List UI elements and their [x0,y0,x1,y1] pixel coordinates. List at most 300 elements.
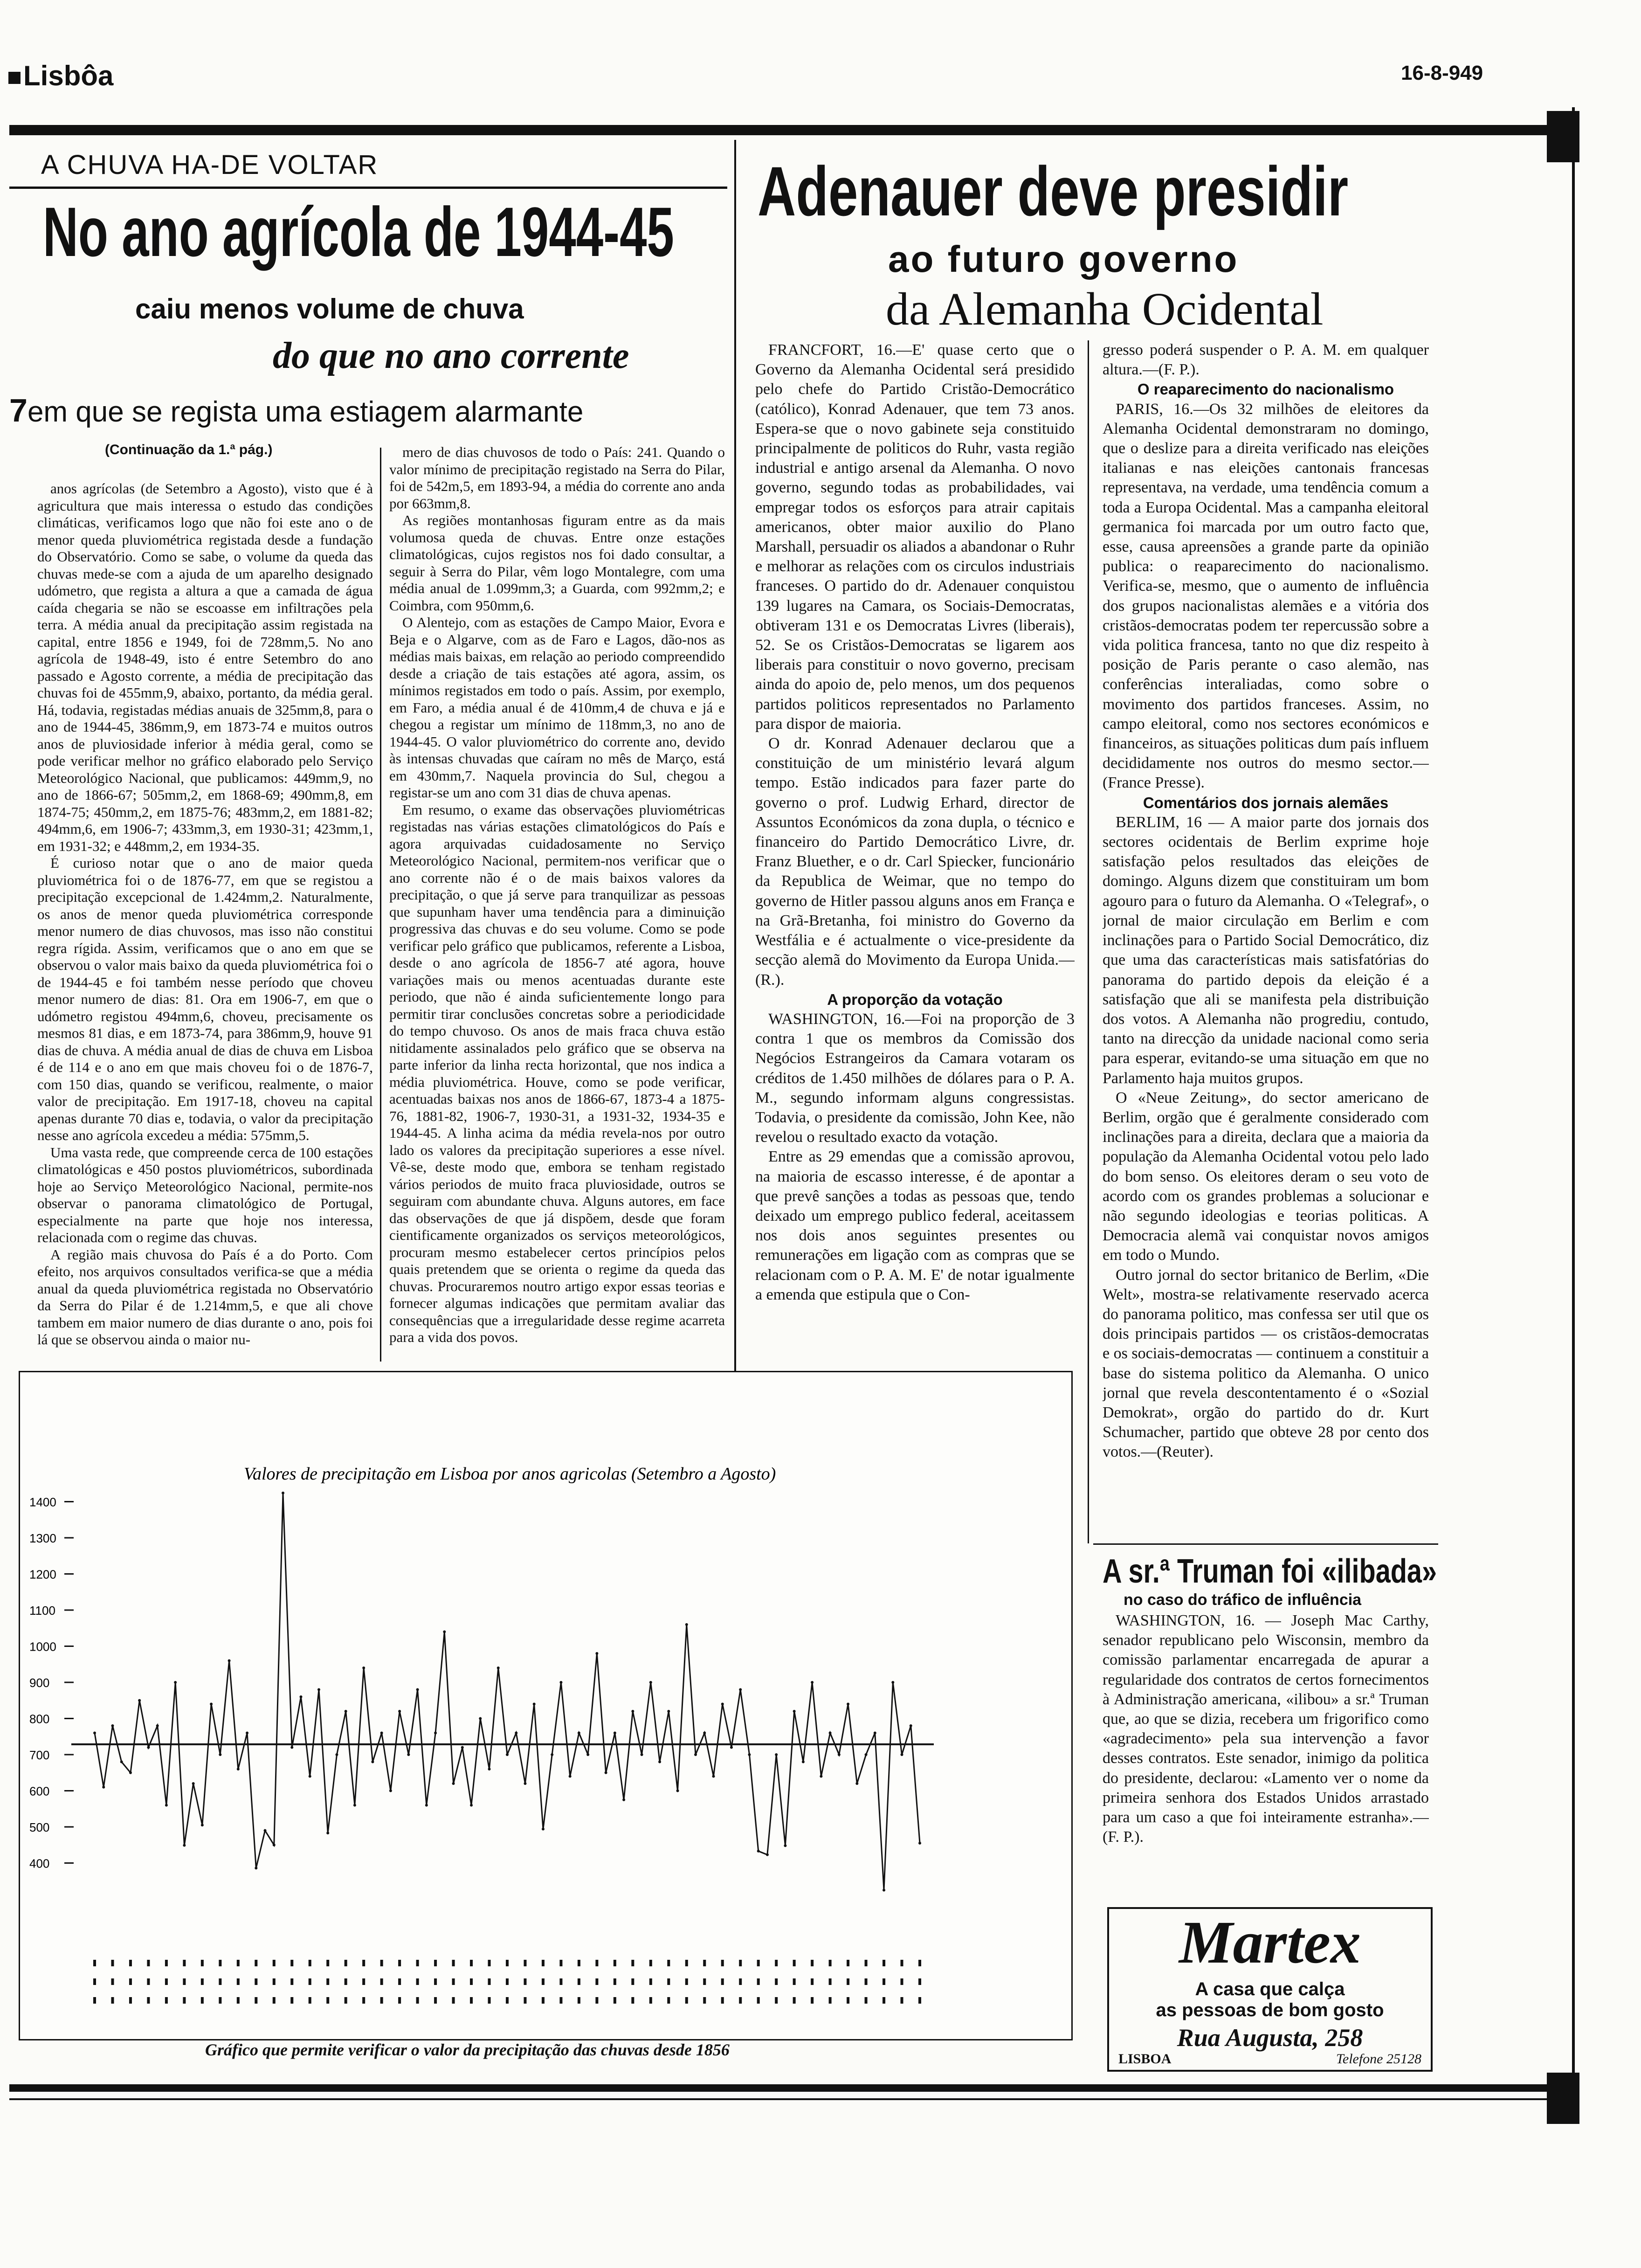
data-point [712,1775,715,1778]
bottom-rule [9,2084,1557,2092]
x-tick-mark [129,1978,132,1985]
x-tick-mark [595,1997,598,2004]
data-point [676,1790,679,1792]
data-point [802,1761,805,1763]
x-tick-mark [434,1997,437,2004]
x-tick-mark [237,1997,240,2004]
bullet-icon [8,72,21,84]
data-point [147,1746,150,1749]
data-point [766,1853,769,1856]
x-tick-mark [398,1960,401,1966]
left-col1-para: anos agrícolas (de Setembro a Agosto), visto que é à agricultura que mais interessa o estudo das condições climáticas, verificamos logo que não foi este ano o de menor queda pluviométrica registada desde a fundação do Observatório. Como se sabe, o volume da queda das chuvas mede-se com a ajuda de um aparelho designado udómetro, que regista a altura a que a camada de água caída chegaria se não se escoasse em infiltrações pela terra. A média anual da precipitação assim registada na capital, entre 1856 e 1949, foi de 728mm,5. No ano agrícola de 1948-49, isto é entre Setembro do ano passado e Agosto corrente, a média de precipitação das chuvas foi de 455mm,9, abaixo, portanto, da média geral. Há, todavia, registadas médias anuais de 325mm,8, para o ano de 1944-45, 386mm,9, em 1873-74 e muitos outros anos de pluviosidade inferior à média geral, como se pode verificar melhor no gráfico elaborado pelo Serviço Meteorológico Nacional, que publicamos: 449mm,9, no ano de 1866-67; 505mm,2, em 1868-69; 490mm,8, em 1874-75; 450mm,2, em 1875-76; 483mm,2, em 1881-82; 494mm,6, em 1906-7; 433mm,3, em 1930-31; 423mm,1, em 1931-32; e 448mm,2, em 1934-35. [37,480,373,854]
y-tick-label: 700 [29,1748,50,1762]
x-tick-mark [524,1997,526,2004]
section-title: Lisbôa [23,60,114,91]
data-point [757,1850,760,1853]
masthead-section [8,60,113,92]
y-tick-label: 1300 [29,1531,56,1545]
x-tick-mark [345,1978,347,1985]
x-tick-mark [847,1978,849,1985]
x-tick-mark [614,1960,616,1966]
x-tick-mark [147,1960,150,1966]
x-tick-mark [470,1960,473,1966]
x-tick-mark [93,1997,96,2004]
left-col1-para: A região mais chuvosa do País é a do Porto. Com efeito, nos arquivos consultados verifica-se que a média anual da queda pluviométrica registada no Observatório da Serra do Pilar é de 1.214mm,5, e que ali chove tambem em maior numero de dias durante o ano, pois foi lá que se observou ainda o maior nu- [37,1246,373,1348]
data-point [120,1761,123,1763]
data-point [694,1753,697,1756]
x-tick-mark [829,1997,832,2004]
data-point [649,1681,652,1684]
x-tick-mark [488,1978,491,1985]
data-point [506,1753,509,1756]
x-tick-mark [452,1978,455,1985]
data-point [452,1782,455,1785]
masthead-date: 16-8-949 [1401,62,1483,84]
right-rule [1572,107,1575,2112]
x-tick-mark [757,1960,760,1966]
data-point [847,1703,849,1706]
x-tick-mark [901,1960,903,1966]
x-tick-mark [883,1978,885,1985]
x-tick-mark [883,1960,885,1966]
data-point [820,1775,822,1778]
truman-deck: no caso do tráfico de influência [1124,1591,1362,1609]
data-point [829,1732,832,1735]
x-tick-mark [147,1997,150,2004]
right-col-1 [755,340,1075,1357]
data-point [371,1761,374,1763]
corner-block-top [1547,111,1579,162]
left-col1-para: Uma vasta rede, que compreende cerca de 100 estações climatológicas e 450 postos pluviométricos, subordinada hoje ao Serviço Meteorológico Nacional, permite-nos observar o panorama climatológico de Portugal, especialmente na parte que hoje nos interessa, relacionada com o regime das chuvas. [37,1144,373,1245]
x-tick-mark [578,1978,580,1985]
data-point [416,1688,419,1691]
data-point [219,1753,221,1756]
ad-brand: Martex [1179,1909,1361,1976]
x-tick-mark [111,1960,114,1966]
x-tick-mark [865,1978,868,1985]
x-tick-mark [488,1997,491,2004]
data-point [901,1753,903,1756]
x-tick-mark [614,1997,616,2004]
ad-tagline-1: A casa que calça [1195,1979,1345,1999]
x-tick-mark [255,1978,257,1985]
subhead-nacionalismo: O reaparecimento do nacionalismo [1137,380,1394,398]
x-tick-mark [559,1978,562,1985]
x-tick-mark [183,1978,186,1985]
data-point [775,1753,778,1756]
x-tick-mark [847,1997,849,2004]
x-tick-mark [578,1997,580,2004]
right-headline: Adenauer deve presidir [758,152,1349,230]
right-col1-para: O dr. Konrad Adenauer declarou que a constituição de um ministério levará algum tempo. Estão indicados para fazer parte do governo o prof. Ludwig Erhard, director de Assuntos Económicos da zona dupla, o técnico e financeiro do Partido Democrático Livre, dr. Franz Bluether, e o dr. Carl Spiecker, funcionário da Republica de Weimar, que no tempo do governo de Hitler passou alguns anos em França e na Grã-Bretanha, foi ministro do Governo da Westfália e é actualmente o vice-presidente da secção alemã do Movimento da Europa Unida.—(R.). [755,735,1075,989]
data-point [838,1753,841,1756]
data-point [443,1631,446,1633]
data-point [559,1681,562,1684]
graph-svg [20,1372,1071,2039]
data-point [793,1710,796,1713]
data-point [488,1768,491,1770]
x-tick-mark [559,1960,562,1966]
data-point [201,1824,204,1826]
data-point [614,1732,616,1735]
left-kicker: A CHUVA HA-DE VOLTAR [41,150,379,180]
main-col-divider [734,140,736,1371]
x-tick-mark [739,1978,742,1985]
x-tick-mark [309,1978,311,1985]
x-tick-mark [345,1960,347,1966]
y-tick-label: 1200 [29,1567,56,1582]
data-point [497,1666,500,1669]
data-point [811,1681,814,1684]
left-headline: No ano agrícola de 1944-45 [43,193,674,271]
data-point [685,1623,688,1626]
x-tick-mark [685,1997,688,2004]
x-tick-mark [416,1960,419,1966]
x-tick-mark [775,1997,778,2004]
x-tick-mark [667,1997,670,2004]
x-tick-mark [757,1978,760,1985]
right-col2-para: BERLIM, 16 — A maior parte dos jornais dos sectores ocidentais de Berlim exprime hoje satisfação pelos resultados das eleições de domingo. Alguns dizem que constituiram um bom agouro para o futuro da Alemanha. O «Telegraf», o jornal de maior circulação em Berlim e com inclinações para o Partido Social Democrático, diz que uma das características mais satisfatórias do panorama do partido depois da eleição é a satisfação que ali se manifesta pela distribuição dos votos. A Alemanha não progrediu, contudo, tanto na direcção da unidade nacional como seria para esperar, evitando-se uma situação em que no Parlamento haja muitos grupos. [1103,813,1429,1087]
x-tick-mark [219,1978,221,1985]
x-tick-mark [273,1960,276,1966]
x-tick-mark [865,1960,868,1966]
x-tick-mark [183,1960,186,1966]
x-tick-mark [703,1997,706,2004]
x-tick-mark [901,1978,903,1985]
right-col2-para: gresso poderá suspender o P. A. M. em qualquer altura.—(F. P.). [1103,341,1429,379]
right-col2-para: PARIS, 16.—Os 32 milhões de eleitores da Alemanha Ocidental demonstraram no domingo, que o deslize para a direita verificado nas eleições italianas e nas eleições cantonais francesas representava, na verdade, uma tendência comum a toda a Europa Ocidental. Mas a campanha eleitoral germanica foi marcada por um outro facto que, esse, causa apreensões a grande parte da opinião publica: o reaparecimento do nacionalismo. Verifica-se, mesmo, que o aumento de influência dos grupos nacionalistas alemães e a vitória dos cristãos-democratas podem ter repercussão sobre a vida politica francesa, tanto no que diz respeito à posição de Paris perante o caso alemão, nas conferências interaliadas, como sobre o movimento dos partidos franceses. Assim, no campo eleitoral, como nos sectores económicos e financeiros, as situações politicas dum país influem decididamente nos outros do mesmo sector.—(France Presse). [1103,400,1429,792]
left-deck-2: do que no ano corrente [273,335,629,376]
x-tick-mark [829,1960,832,1966]
x-tick-mark [309,1997,311,2004]
x-tick-mark [219,1960,221,1966]
x-tick-mark [721,1978,724,1985]
x-tick-mark [685,1960,688,1966]
data-point [111,1724,114,1727]
precipitation-graph [19,1371,1073,2040]
data-point [524,1782,526,1785]
x-tick-mark [614,1978,616,1985]
x-tick-mark [290,1997,293,2004]
data-point [586,1753,589,1756]
x-tick-mark [255,1960,257,1966]
data-point [578,1732,580,1735]
graph-caption: Gráfico que permite verificar o valor da precipitação das chuvas desde 1856 [205,2040,730,2059]
data-point [255,1867,257,1869]
x-tick-mark [883,1997,885,2004]
data-point [129,1771,132,1774]
x-tick-mark [847,1960,849,1966]
data-point [93,1732,96,1735]
martex-advert [1107,1907,1433,2072]
x-tick-mark [685,1978,688,1985]
data-point [605,1771,607,1774]
left-deck-3 [9,392,583,429]
continuation-note: (Continuação da 1.ª pág.) [105,442,273,457]
y-tick-label: 600 [29,1784,50,1798]
x-tick-mark [398,1997,401,2004]
data-point [658,1761,661,1763]
data-point [730,1746,733,1749]
data-point [389,1790,392,1792]
x-tick-mark [237,1978,240,1985]
x-tick-mark [452,1997,455,2004]
right-col-2 [1103,340,1429,1539]
x-tick-mark [111,1997,114,2004]
x-tick-mark [775,1960,778,1966]
subhead-jornais: Comentários dos jornais alemães [1143,794,1389,811]
precipitation-series [95,1493,920,1890]
ad-phone: Telefone 25128 [1336,2051,1421,2067]
left-col-divider [380,448,381,1362]
right-col2-para: Outro jornal do sector britanico de Berlim, «Die Welt», mostra-se relativamente reservado acerca do panorama politico, mas confessa ser util que os dois principais partidos — os cristãos-democratas e os sociais-democratas — continuem a constituir a base do sistema politico da Alemanha. O unico jornal que revela descontentamento é o «Sozial Demokrat», orgão do partido do dr. Kurt Schumacher, partido que obteve 28 por cento dos votos.—(Reuter). [1103,1266,1429,1461]
x-tick-mark [488,1960,491,1966]
data-point [156,1724,159,1727]
y-tick-label: 400 [29,1856,50,1871]
x-tick-mark [129,1997,132,2004]
left-col2-para: Em resumo, o exame das observações pluviométricas registadas nas várias estações climatológicos do País e agora arquivadas cuidadosamente no Serviço Meteorológico Nacional, permitem-nos verificar que o ano corrente não é o de mais baixos valores da precipitação, o que já serve para tranquilizar as pessoas que supunham haver uma tendência para a diminuição progressiva das chuvas e do seu volume. Como se pode verificar pelo gráfico que publicamos, referente a Lisboa, desde o ano agrícola de 1856-7 até agora, houve variações mais ou menos acentuadas durante este periodo, que não é ainda suficientemente longo para permitir tirar conclusões concretas sobre a periodicidade do tempo chuvoso. Os anos de mais fraca chuva estão nitidamente assinalados pelo gráfico que se observa na parte inferior da linha recta horizontal, que nos indica a média pluviométrica. Houve, como se pode verificar, acentuadas baixas nos anos de 1866-67, 1873-4 a 1875-76, 1881-82, 1906-7, 1930-31, a 1931-32, 1934-35 e 1944-45. A linha acima da média revela-nos por outro lado os valores da precipitação superiores a esse nível. Vê-se, deste modo que, embora se tenham registado vários periodos de muito fraca pluviosidade, outros se seguiram com abundante chuva. Alguns autores, em face das observações de que já dispõem, desde que foram cientificamente organizados os serviços meteorológicos, procuram mesmo estabelecer certos princípios pelos quais pretendem que se orienta o regime da queda das chuvas. Procuraremos noutro artigo expor essas teorias e fornecer algumas indicações que permitam avaliar das consequências que a irregularidade desse regime acarreta para a vida dos povos. [389,801,725,1345]
x-tick-mark [739,1997,742,2004]
x-tick-mark [757,1997,760,2004]
data-point [138,1699,141,1702]
x-tick-mark [667,1960,670,1966]
data-point [407,1753,410,1756]
data-point [470,1804,473,1807]
data-point [739,1688,742,1691]
x-tick-mark [829,1978,832,1985]
data-point [865,1753,868,1756]
x-tick-mark [506,1960,509,1966]
x-tick-mark [470,1978,473,1985]
data-point [317,1688,320,1691]
x-tick-mark [793,1978,796,1985]
x-tick-mark [793,1960,796,1966]
data-point [264,1829,267,1832]
data-point [228,1660,231,1662]
x-tick-mark [918,1960,921,1966]
top-rule [9,125,1557,135]
truman-body [1103,1611,1429,1900]
x-tick-mark [703,1960,706,1966]
data-point [434,1732,437,1735]
data-point [282,1492,284,1494]
x-tick-mark [326,1960,329,1966]
x-tick-mark [345,1997,347,2004]
x-tick-mark [111,1978,114,1985]
x-tick-mark [739,1960,742,1966]
data-point [335,1753,338,1756]
x-tick-mark [811,1960,814,1966]
x-tick-mark [93,1978,96,1985]
x-tick-mark [362,1997,365,2004]
x-tick-mark [918,1997,921,2004]
data-point [748,1753,751,1756]
x-tick-mark [649,1997,652,2004]
left-col2-para: As regiões montanhosas figuram entre as da mais volumosa queda de chuvas. Entre onze estações climatológicas, cujos registos nos foi dado consultar, a seguir à Serra do Pilar, vêm logo Montalegre, com uma média anual de 1.099mm,3; a Guarda, com 992mm,2; e Coimbra, com 950mm,6. [389,512,725,614]
data-point [918,1842,921,1845]
graph-title: Valores de precipitação em Lisboa por anos agricolas (Setembro a Agosto) [244,1464,776,1484]
data-point [165,1804,168,1807]
ad-address: Rua Augusta, 258 [1177,2024,1363,2052]
x-tick-mark [93,1960,96,1966]
x-tick-mark [380,1960,383,1966]
x-tick-mark [183,1997,186,2004]
ad-tagline-2: as pessoas de bom gosto [1156,2000,1384,2020]
x-tick-mark [470,1997,473,2004]
data-point [237,1768,240,1770]
bottom-rule-thin [9,2098,1557,2100]
x-tick-mark [147,1978,150,1985]
data-point [910,1724,912,1727]
left-col-1 [37,480,373,1362]
data-point [174,1681,177,1684]
x-tick-mark [901,1997,903,2004]
data-point [703,1732,706,1735]
x-tick-mark [273,1997,276,2004]
data-point [362,1666,365,1669]
x-tick-mark [649,1978,652,1985]
data-point [631,1710,634,1713]
data-point [345,1710,347,1713]
x-tick-mark [434,1978,437,1985]
x-tick-mark [631,1997,634,2004]
x-tick-mark [452,1960,455,1966]
x-tick-mark [398,1978,401,1985]
right-deck-2: da Alemanha Ocidental [886,283,1324,335]
data-point [461,1746,464,1749]
data-point [309,1775,311,1778]
x-tick-mark [631,1978,634,1985]
x-tick-mark [542,1997,545,2004]
data-point [667,1710,670,1713]
data-point [551,1753,553,1756]
right-col1-para: WASHINGTON, 16.—Foi na proporção de 3 contra 1 que os membros da Comissão dos Negócios Estrangeiros da Camara votaram os créditos de 1.450 milhões de dólares para o P. A. M., segundo informam alguns congressistas. Todavia, o presidente da comissão, John Kee, não revelou o resultado exacto da votação. [755,1010,1075,1146]
y-tick-label: 1000 [29,1639,56,1654]
data-point [398,1710,401,1713]
x-tick-mark [811,1978,814,1985]
data-point [874,1732,876,1735]
x-tick-mark [721,1997,724,2004]
truman-para: WASHINGTON, 16. — Joseph Mac Carthy, senador republicano pelo Wisconsin, membro da comissão parlamentar encarregada de apurar a regularidade dos contratos de certos fornecimentos à Administração americana, «ilibou» a sr.ª Truman que, ao que se dizia, recebera um frigorifico como «agradecimento» pela sua intervenção a favor desses contratos. Este senador, inimigo da politica do presidente, declarou: «Lamento ver o nome da primeira senhora dos Estados Unidos arrastado para um caso a que foi inteiramente estranha».—(F. P.). [1103,1612,1429,1846]
x-tick-mark [775,1978,778,1985]
data-point [542,1828,545,1831]
x-tick-mark [918,1978,921,1985]
subhead-votacao: A proporção da votação [827,990,1003,1008]
y-tick-label: 900 [29,1676,50,1690]
x-tick-mark [273,1978,276,1985]
data-point [102,1786,105,1789]
truman-top-rule [1093,1543,1438,1545]
data-point [300,1695,303,1698]
data-point [891,1681,894,1684]
x-tick-mark [542,1978,545,1985]
data-point [883,1889,885,1892]
x-tick-mark [290,1978,293,1985]
right-col1-para: FRANCFORT, 16.—E' quase certo que o Governo da Alemanha Ocidental será presidido pelo chefe do Partido Cristão-Democrático (católico), Konrad Adenauer, que tem 73 anos. Espera-se que o novo gabinete seja constituido principalmente de politicos do Ruhr, vasta região industrial e antigo arsenal da Alemanha. O novo governo, segundo todas as probabilidades, vai empregar todos os esforços para atrair capitais americanos, obter maior auxilio do Plano Marshall, persuadir os aliados a abandonar o Ruhr e melhorar as relações com os circulos industriais franceses. O partido do dr. Adenauer conquistou 139 lugares na Camara, os Sociais-Democratas, obtiveram 131 e os Democratas Livres (liberais), 52. Se os Cristãos-Democratas se ligarem aos liberais para constituir o novo governo, precisam ainda do apoio de, pelo menos, um dos pequenos partidos politicos representados no Parlamento para dispor de maioria. [755,341,1075,733]
truman-headline: A sr.ª Truman foi «ilibada» [1103,1553,1437,1590]
x-tick-mark [326,1997,329,2004]
x-tick-mark [201,1978,204,1985]
data-point [210,1703,213,1706]
x-tick-mark [201,1997,204,2004]
x-tick-mark [309,1960,311,1966]
x-tick-mark [865,1997,868,2004]
right-col1-para: Entre as 29 emendas que a comissão aprovou, na maioria de escasso interesse, é de apontar a que prevê sanções a todas as pessoas que, tendo deixado um emprego publico federal, aceitassem nos dois anos seguintes presentes ou remunerações em ligação com as compras que se relacionam com o P. A. M. E' de notar igualmente a emenda que estipula que o Con- [755,1148,1075,1303]
x-tick-mark [703,1978,706,1985]
x-tick-mark [290,1960,293,1966]
right-deck-1: ao futuro governo [888,238,1239,280]
data-point [641,1753,643,1756]
left-col2-para: O Alentejo, com as estações de Campo Maior, Evora e Beja e o Algarve, com as de Faro e Lagos, dão-nos as médias mais baixas, em relação ao periodo compreendido desde a criação de tais estações até agora, assim, os mínimos registados em todo o país. Assim, por exemplo, em Faro, a média anual é de 410mm,4 de chuva e já e chegou a registar um mínimo de 118mm,3, no ano de 1944-45. O valor pluviométrico do corrente ano, devido às intensas chuvadas que caíram no mês de Março, está em 430mm,7. Naquela provincia do Sul, chegou a registar-se um ano com 31 dias de chuva apenas. [389,614,725,801]
x-tick-mark [595,1960,598,1966]
kicker-rule [9,187,727,189]
x-tick-mark [165,1960,168,1966]
x-tick-mark [416,1978,419,1985]
data-point [569,1775,572,1778]
arrow-icon: 7 [9,392,28,429]
x-tick-mark [811,1997,814,2004]
ad-city: LISBOA [1118,2051,1172,2067]
y-tick-label: 500 [29,1820,50,1834]
x-tick-mark [506,1978,509,1985]
data-point [183,1844,186,1847]
left-deck-3-text: em que se regista uma estiagem alarmante [27,396,584,428]
data-point [533,1703,536,1706]
x-tick-mark [595,1978,598,1985]
data-point [622,1798,625,1801]
y-tick-label: 1100 [29,1604,55,1618]
right-col-divider [1088,340,1089,1543]
x-tick-mark [578,1960,580,1966]
x-tick-mark [542,1960,545,1966]
x-tick-mark [201,1960,204,1966]
x-tick-mark [129,1960,132,1966]
x-tick-mark [219,1997,221,2004]
data-point [290,1746,293,1749]
x-tick-mark [416,1997,419,2004]
x-tick-mark [559,1997,562,2004]
x-tick-mark [362,1978,365,1985]
data-point [855,1782,858,1785]
x-tick-mark [524,1960,526,1966]
data-point [479,1717,482,1720]
x-tick-mark [434,1960,437,1966]
data-point [425,1804,428,1807]
data-point [273,1844,276,1846]
x-tick-mark [380,1997,383,2004]
x-tick-mark [237,1960,240,1966]
left-col1-para: É curioso notar que o ano de maior queda pluviométrica foi o de 1876-77, em que se registou a precipitação excepcional de 1.424mm,2. Naturalmente, os anos de menor queda pluviométrica corresponde menor numero de dias chuvosos, mas isso não constitui regra rígida. Assim, verificamos que o ano em que se observou o valor mais baixo da queda pluviométrica foi o de 1944-45 e foi também nesse período que choveu menor numero de dias: 81. Ora em 1906-7, em que o udómetro registou 494mm,6, choveu, precisamente os mesmos 81 dias, e em 1873-74, para 386mm,9, houve 91 dias de chuva. A média anual de dias de chuva em Lisboa é de 114 e o ano em que mais choveu foi o de 1876-7, com 150 dias, quando se verificou, realmente, o maior valor de precipitação. Em 1917-18, choveu na capital apenas durante 70 dias e, todavia, o valor da precipitação nesse ano agrícola excedeu a média: 575mm,5. [37,855,373,1143]
x-tick-mark [362,1960,365,1966]
data-point [721,1703,724,1706]
x-tick-mark [524,1978,526,1985]
x-tick-mark [165,1997,168,2004]
x-tick-mark [506,1997,509,2004]
data-point [326,1832,329,1834]
data-point [784,1844,786,1847]
x-tick-mark [649,1960,652,1966]
data-point [515,1732,517,1735]
x-tick-mark [165,1978,168,1985]
y-tick-label: 1400 [29,1495,56,1509]
x-tick-mark [667,1978,670,1985]
x-tick-mark [326,1978,329,1985]
data-point [380,1732,383,1735]
left-col2-para: mero de dias chuvosos de todo o País: 241. Quando o valor mínimo de precipitação registado na Serra do Pilar, foi de 542m,5, em 1893-94, a média do corrente ano anda por 663mm,8. [389,444,725,512]
data-point [246,1732,248,1735]
data-point [192,1782,195,1785]
x-tick-mark [255,1997,257,2004]
